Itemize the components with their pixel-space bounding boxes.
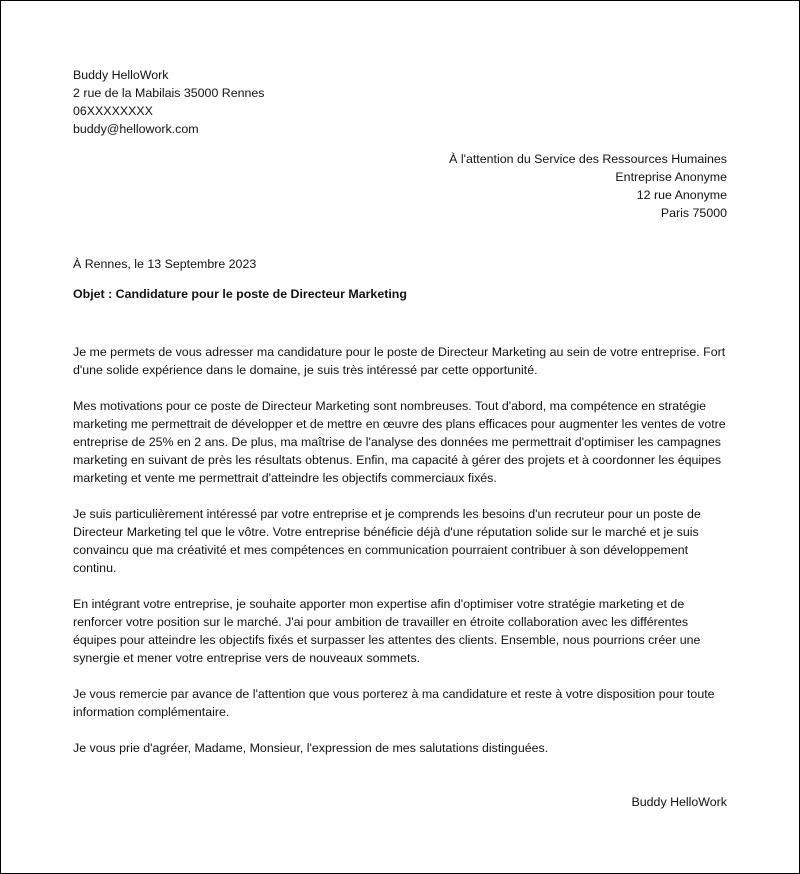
letter-body bbox=[73, 343, 729, 775]
sender-email: buddy@hellowork.com bbox=[73, 122, 199, 136]
subject-line: Objet : Candidature pour le poste de Directeur Marketing bbox=[73, 287, 407, 301]
recipient-city: Paris 75000 bbox=[660, 206, 727, 220]
recipient-attention: À l'attention du Service des Ressources Humaines bbox=[449, 152, 727, 166]
sender-name: Buddy HelloWork bbox=[73, 68, 169, 82]
paragraph-company-interest: Je suis particulièrement intéressé par votre entreprise et je comprends les besoins d'un recruteur pour un poste de Directeur Marketing tel que le vôtre. Votre entreprise bénéficie déjà d'une réputation solide sur le marché et je suis convaincu que ma créativité et mes compétences en communication pourraient contribuer à son développement continu. bbox=[73, 507, 701, 575]
signature: Buddy HelloWork bbox=[631, 795, 727, 809]
date-line: À Rennes, le 13 Septembre 2023 bbox=[73, 257, 257, 271]
sender-address: 2 rue de la Mabilais 35000 Rennes bbox=[73, 86, 265, 100]
paragraph-introduction: Je me permets de vous adresser ma candidature pour le poste de Directeur Marketing au sein de votre entreprise. Fort d'une solide expérience dans le domaine, je suis très intéressé par cette opportunité. bbox=[73, 345, 726, 377]
paragraph-closing: Je vous prie d'agréer, Madame, Monsieur, l'expression de mes salutations distinguées. bbox=[73, 741, 549, 755]
paragraph-contribution: En intégrant votre entreprise, je souhaite apporter mon expertise afin d'optimiser votre stratégie marketing et de renforcer votre position sur le marché. J'ai pour ambition de travailler en étroite collaboration avec les différentes équipes pour atteindre les objectifs fixés et surpasser les attentes des clients. Ensemble, nous pourrions créer une synergie et mener votre entreprise vers de nouveaux sommets. bbox=[73, 597, 701, 665]
recipient-block bbox=[307, 150, 727, 222]
paragraph-thanks: Je vous remercie par avance de l'attention que vous porterez à ma candidature et reste à votre disposition pour toute information complémentaire. bbox=[73, 687, 715, 719]
sender-phone: 06XXXXXXXX bbox=[73, 104, 153, 118]
sender-block bbox=[73, 66, 433, 138]
paragraph-motivations: Mes motivations pour ce poste de Directeur Marketing sont nombreuses. Tout d'abord, ma compétence en stratégie marketing me permettrait de développer et de mettre en œuvre des plans efficaces pour augmenter les ventes de votre entreprise de 25% en 2 ans. De plus, ma maîtrise de l'analyse des données me permettrait d'optimiser les campagnes marketing en suivant de près les résultats obtenus. Enfin, ma capacité à gérer des projets et à coordonner les équipes marketing et vente me permettrait d'atteindre les objectifs commerciaux fixés. bbox=[73, 399, 726, 485]
recipient-company: Entreprise Anonyme bbox=[615, 170, 727, 184]
recipient-street: 12 rue Anonyme bbox=[636, 188, 727, 202]
